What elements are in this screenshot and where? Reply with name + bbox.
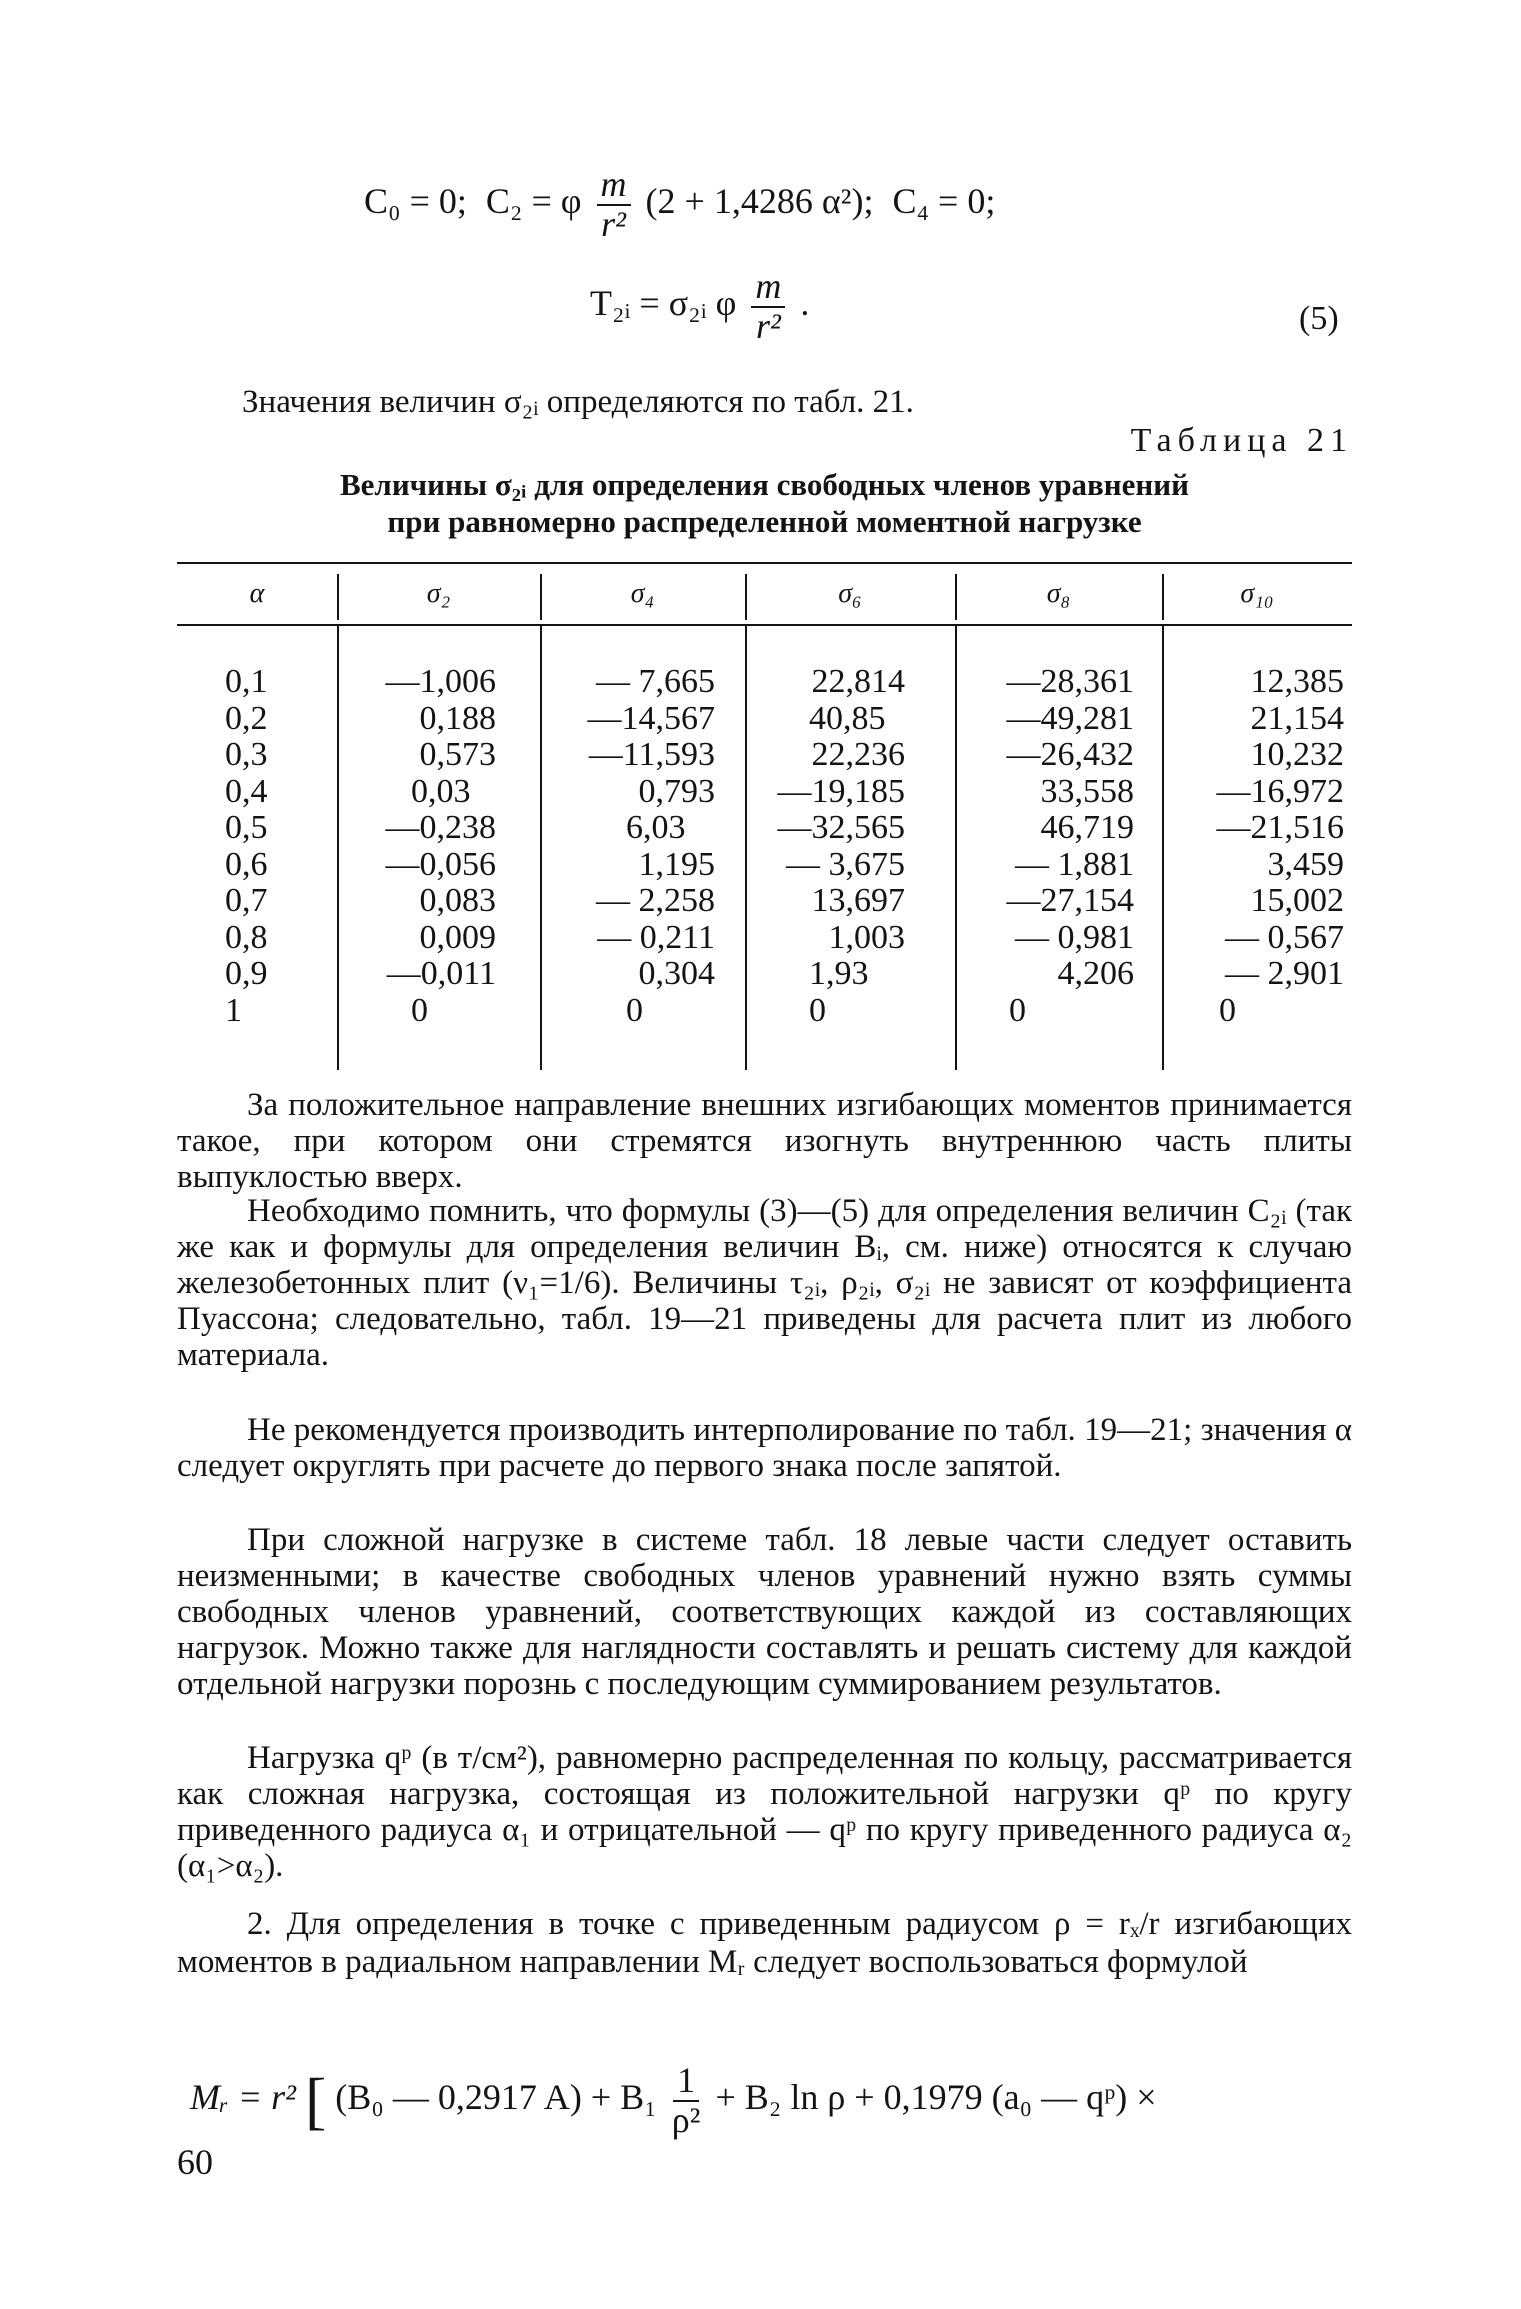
cell-sigma2: 0,03	[411, 772, 471, 810]
fraction-numerator: m	[597, 166, 631, 206]
column-alpha	[177, 626, 337, 1070]
cell-sigma2: 0,573	[419, 736, 496, 773]
cell-alpha: 0,9	[225, 955, 268, 992]
formula-c2-lhs: C₂ = φ	[485, 181, 582, 222]
cell-sigma4: 0	[626, 991, 643, 1029]
cell-sigma6: 40,85	[809, 699, 886, 737]
cell-sigma10: 3,459	[1267, 845, 1344, 883]
cell-sigma8: —27,154	[1006, 882, 1134, 919]
cell-sigma8: — 1,881	[1015, 845, 1134, 883]
fraction-m-over-r2	[597, 166, 631, 244]
cell-alpha: 0,5	[225, 809, 268, 846]
header-sigma6: σ₆	[745, 564, 955, 624]
cell-sigma8: —26,432	[1006, 736, 1134, 773]
table-title-line-2: при равномерно распределенной моментной нагрузке	[387, 504, 1142, 539]
paragraph-formulas-note: Необходимо помнить, что формулы (3)—(5) для определения величин C₂ᵢ (так же как и формулы для определения величин Bᵢ, см. ниже) относятся к случаю железобетонных плит (ν₁=1/6). Величины τ₂ᵢ, ρ₂ᵢ, σ₂ᵢ не зависят от коэффициента Пуассона; следовательно, табл. 19—21 приведены для расчета плит из любого материала.	[177, 1193, 1352, 1373]
cell-alpha: 0,6	[225, 845, 268, 883]
cell-sigma2: —0,011	[386, 955, 496, 992]
fraction-1-over-rho2	[672, 2062, 701, 2140]
paragraph-complex-load: При сложной нагрузке в системе табл. 18 левые части следует оставить неизменными; в качестве свободных членов уравнений нужно взять суммы свободных членов уравнений, соответствующих каждой из составляющих нагрузок. Можно также для наглядности составлять и решать систему для каждой отдельной нагрузки порознь с последующим суммированием результатов.	[177, 1522, 1352, 1702]
fraction-m-over-r2-2	[751, 268, 785, 346]
cell-sigma8: 46,719	[1040, 809, 1134, 846]
cell-sigma4: — 7,665	[596, 663, 715, 700]
formula-c0: C₀ = 0;	[364, 181, 467, 222]
cell-sigma6: —32,565	[777, 809, 905, 846]
cell-sigma6: 1,93	[809, 955, 869, 992]
intro-text: Значения величин σ₂ᵢ определяются по табл. 21.	[242, 384, 914, 420]
cell-alpha: 0,1	[225, 663, 268, 700]
cell-sigma2: 0,009	[419, 918, 496, 956]
table-title-line-1: Величины σ₂ᵢ для определения свободных членов уравнений	[339, 467, 1190, 502]
header-sigma10: σ₁₀	[1162, 564, 1352, 624]
cell-sigma4: 1,195	[638, 845, 715, 883]
sigma-table	[177, 562, 1352, 1070]
cell-sigma6: 22,814	[811, 663, 905, 700]
cell-sigma4: 0,793	[638, 772, 715, 810]
table-body	[177, 626, 1352, 1070]
cell-sigma2: —0,238	[385, 809, 496, 846]
paragraph-radial-moments: 2. Для определения в точке с приведенным радиусом ρ = rₓ/r изгибающих моментов в радиальном направлении Mᵣ следует воспользоваться формулой	[177, 1906, 1352, 1980]
formula-c2-rhs: (2 + 1,4286 α²);	[645, 181, 874, 222]
formula-mr-lhs: Mᵣ = r²	[190, 2077, 296, 2118]
column-sigma6	[745, 626, 955, 1070]
cell-sigma2: —1,006	[385, 663, 496, 700]
table-title	[177, 466, 1352, 540]
formula-t2i-end: .	[800, 283, 810, 324]
cell-alpha: 0,7	[225, 882, 268, 919]
formula-c4: C₄ = 0;	[892, 181, 996, 222]
cell-sigma8: 4,206	[1057, 955, 1134, 992]
fraction-denominator: r²	[755, 305, 781, 346]
cell-sigma4: —14,567	[587, 699, 715, 737]
cell-sigma10: 15,002	[1250, 882, 1344, 919]
cell-sigma10: — 0,567	[1225, 918, 1344, 956]
cell-sigma10: 0	[1219, 991, 1236, 1029]
fraction-denominator: ρ²	[671, 2099, 701, 2140]
column-sigma2	[337, 626, 540, 1070]
cell-sigma6: 22,236	[811, 736, 905, 773]
fraction-numerator: 1	[673, 2062, 699, 2102]
cell-alpha: 0,8	[225, 918, 268, 956]
formula-mr	[190, 2062, 1157, 2140]
formula-c-coefficients	[364, 166, 995, 244]
left-bracket: [	[304, 2064, 327, 2136]
cell-sigma4: 0,304	[638, 955, 715, 992]
fraction-numerator: m	[751, 268, 785, 308]
page-number: 60	[177, 2142, 213, 2182]
formula-mr-part1: (B₀ — 0,2917 A) + B₁	[335, 2077, 657, 2118]
header-sigma2: σ₂	[337, 564, 540, 624]
fraction-denominator: r²	[601, 203, 626, 244]
cell-sigma6: 0	[809, 991, 826, 1029]
cell-sigma2: 0,083	[419, 882, 496, 919]
cell-sigma10: — 2,901	[1225, 955, 1344, 992]
paragraph-moment-direction: За положительное направление внешних изгибающих моментов принимается такое, при котором они стремятся изогнуть внутреннюю часть плиты выпуклостью вверх.	[177, 1087, 1352, 1195]
cell-sigma8: —49,281	[1006, 699, 1134, 737]
table-label: Таблица 21	[1130, 422, 1353, 459]
cell-sigma8: — 0,981	[1015, 918, 1134, 956]
equation-number: (5)	[1299, 300, 1339, 337]
table-header-row	[177, 564, 1352, 626]
formula-t2i	[590, 268, 809, 346]
paragraph-ring-load: Нагрузка qᵖ (в т/см²), равномерно распределенная по кольцу, рассматривается как сложная нагрузка, состоящая из положительной нагрузки qᵖ по кругу приведенного радиуса α₁ и отрицательной — qᵖ по кругу приведенного радиуса α₂ (α₁>α₂).	[177, 1740, 1352, 1884]
cell-sigma10: 12,385	[1250, 663, 1344, 700]
cell-sigma10: 21,154	[1250, 699, 1344, 737]
column-sigma4	[540, 626, 745, 1070]
column-sigma8	[955, 626, 1162, 1070]
cell-sigma4: —11,593	[588, 736, 715, 773]
cell-sigma2: 0,188	[419, 699, 496, 737]
header-alpha: α	[249, 578, 265, 609]
cell-alpha: 0,4	[225, 772, 268, 810]
formula-t2i-lhs: T₂ᵢ = σ₂ᵢ φ	[590, 283, 737, 324]
cell-sigma6: 1,003	[828, 918, 905, 956]
cell-sigma6: 13,697	[811, 882, 905, 919]
cell-alpha: 0,3	[225, 736, 268, 773]
formula-mr-part2: + B₂ ln ρ + 0,1979 (a₀ — qᵖ) ×	[715, 2077, 1157, 2118]
cell-alpha: 1	[225, 991, 242, 1029]
paragraph-interpolation: Не рекомендуется производить интерполирование по табл. 19—21; значения α следует округлять при расчете до первого знака после запятой.	[177, 1412, 1352, 1484]
cell-sigma10: —21,516	[1216, 809, 1344, 846]
cell-sigma6: —19,185	[777, 772, 905, 810]
cell-sigma4: — 0,211	[597, 918, 715, 956]
cell-sigma8: —28,361	[1006, 663, 1134, 700]
cell-sigma8: 0	[1009, 991, 1026, 1029]
column-sigma10	[1162, 626, 1354, 1070]
cell-sigma10: —16,972	[1216, 772, 1344, 810]
cell-sigma2: 0	[411, 991, 428, 1029]
cell-sigma6: — 3,675	[786, 845, 905, 883]
cell-sigma4: — 2,258	[596, 882, 715, 919]
cell-sigma4: 6,03	[626, 809, 686, 846]
header-sigma4: σ₄	[540, 564, 745, 624]
cell-sigma10: 10,232	[1250, 736, 1344, 773]
cell-alpha: 0,2	[225, 699, 268, 737]
cell-sigma2: —0,056	[385, 845, 496, 883]
cell-sigma8: 33,558	[1040, 772, 1134, 810]
header-sigma8: σ₈	[955, 564, 1162, 624]
